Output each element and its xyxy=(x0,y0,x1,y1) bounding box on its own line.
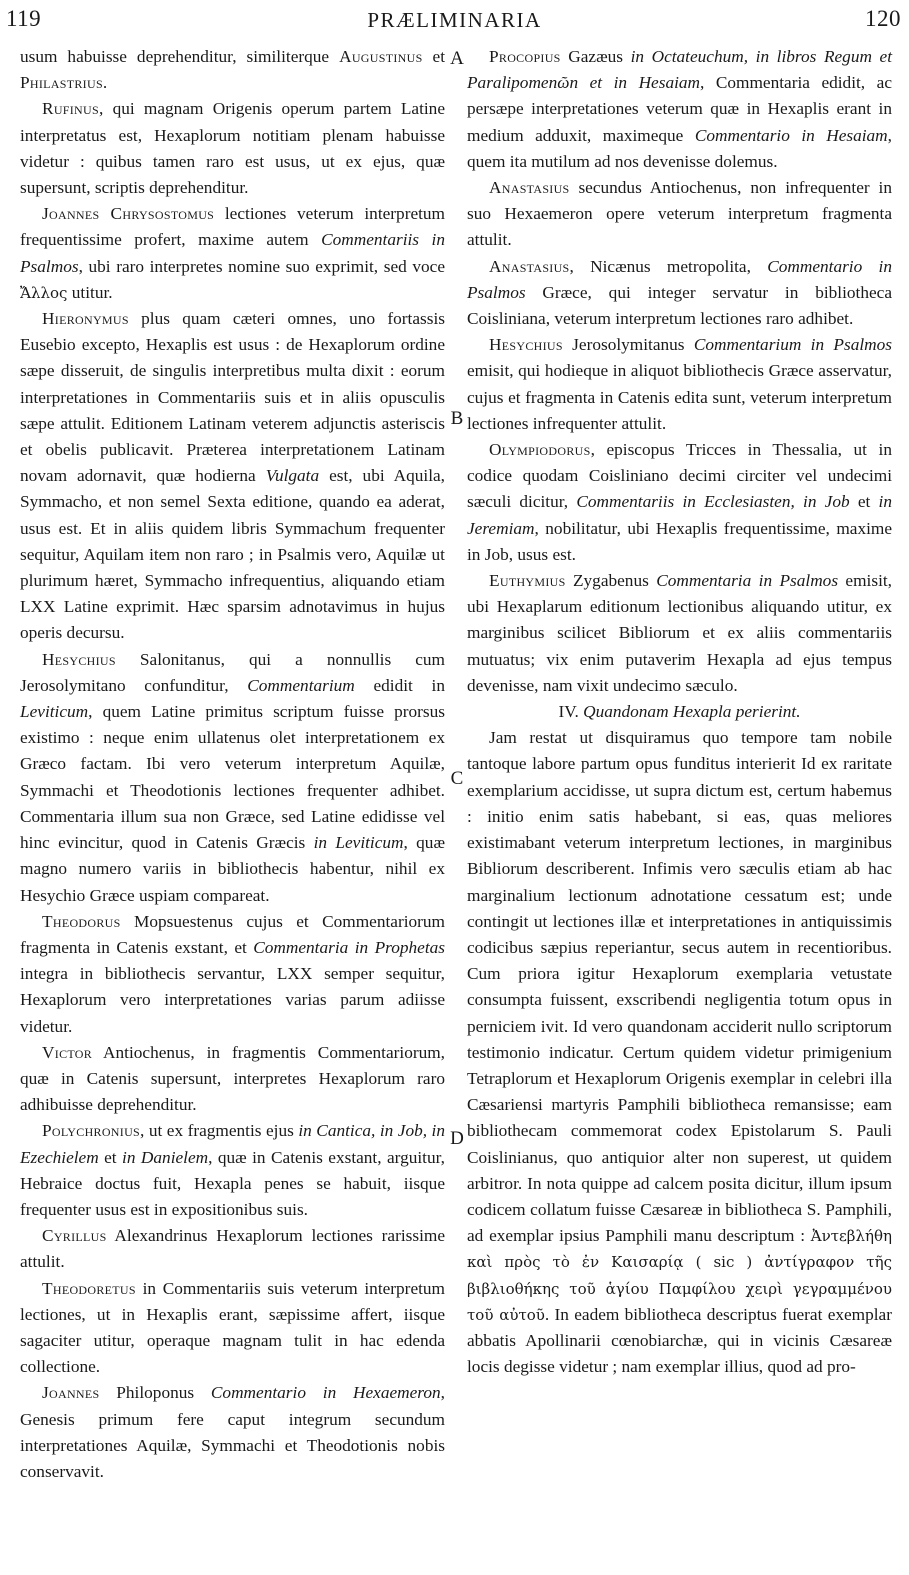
author-name: Joannes Chrysostomus xyxy=(42,204,215,224)
paragraph-continuation: usum habuisse deprehenditur, similiterque Augustinus et Philastrius. xyxy=(20,47,446,93)
author-name: Philastrius xyxy=(20,73,103,93)
author-name: Euthymius xyxy=(489,571,566,591)
author-name: Hesychius xyxy=(42,649,116,669)
paragraph-theodorus: Theodorus Mopsuestenus cujus et Commentariorum fragmenta in Catenis exstant, et Commentaria in Prophetas integra in bibliothecis servantur, LXX semper sequitur, Hexaplorum vero interpretationes varias parum adiisse videtur. xyxy=(20,911,445,1036)
paragraph-philoponus: Joannes Philoponus Commentario in Hexaemeron, Genesis primum fere caput integrum secundum interpretationes Aquilæ, Symmachi et Theodotionis nobis conservavit. xyxy=(20,1383,445,1481)
paragraph-theodoretus: Theodoretus in Commentariis suis veterum interpretum lectiones, ut in Hexaplis erant, sæpissime affert, iisque sagaciter utitur, operaque magnam tulit in hac edenda collectione. xyxy=(20,1278,445,1377)
author-name: Cyrillus xyxy=(42,1226,107,1246)
paragraph-euthymius: Euthymius Zygabenus Commentaria in Psalmos emisit, ubi Hexaplarum editionum lectionibus aliquando utitur, ex marginibus scilicet Bibliorum et ex aliis commentariis mutuatus; vix enim putaverim Hexapla ad ejus tempus devenisse, nam vixit undecimo sæculo. xyxy=(467,571,892,695)
greek-text: Ἄλλος xyxy=(20,283,68,302)
paragraph-anastasius-nicaenus: Anastasius, Nicænus metropolita, Commentario in Psalmos Græce, qui integer servatur in bibliotheca Coisliniana, veterum interpretum lectiones raro adhibet. xyxy=(467,256,892,329)
paragraph-anastasius-antiochenus: Anastasius secundus Antiochenus, non infrequenter in suo Hexaemeron opere veterum interpretum fragmenta attulit. xyxy=(467,178,892,250)
author-name: Rufinus xyxy=(42,99,99,119)
paragraph-hieronymus: Hieronymus plus quam cæteri omnes, uno fortassis Eusebio excepto, Hexaplis est usus : de Hexaplorum ordine sæpe disseruit, de singulis interpretibus multa dixit : eorum interpretationes in Commentariis suis et in aliis opusculis sæpe attulit. Editionem Latinam veterem adjunctis asteriscis et obelis publicavit. Præterea interpretationem Latinam novam adornavit, quæ hodierna Vulgata est, ubi Aquila, Symmacho, et non semel Sexta editione, quando ea aderat, usus est. Et in aliis quidem libris Symmachum frequenter sequitur, Aquilam item non raro ; in Psalmis vero, Aquilæ ut plurimum hæret, Symmacho infrequentius, aliquando etiam LXX Latine exprimit. Hæc sparsim adnotavimus in hujus operis decursu. xyxy=(20,309,445,643)
paragraph-hesychius-jerosolymitanus: Hesychius Jerosolymitanus Commentarium in Psalmos emisit, qui hodieque in aliquot bibliothecis Græce asservatur, cujus et fragmenta in Catenis edita sunt, veterum interpretum lectiones infrequenter attulit. xyxy=(467,335,892,433)
page-number-left: 119 xyxy=(6,6,42,31)
paragraph-procopius: Procopius Gazæus in Octateuchum, in libros Regum et Paralipomenῶn et in Hesaiam, Commentaria edidit, ac persæpe interpretationes veterum quæ in Hexaplis erant in medium adduxit, maximeque Commentario in Hesaiam, quem ita mutilum ad nos devenisse dolemus. xyxy=(467,47,892,171)
author-name: Hieronymus xyxy=(42,309,129,329)
greek-text: Ἀντεβλήθη καὶ πρὸς τὸ ἐν Καισαρίᾳ ( sic ) ἀντίγραφον τῆς βιβλιοθήκης τοῦ ἁγίου Παμφίλου χειρὶ γεγραμμένου τοῦ αὐτοῦ xyxy=(467,1227,892,1324)
paragraph-chrysostomus: Joannes Chrysostomus lectiones veterum interpretum frequentissime profert, maxime autem Commentariis in Psalmos, ubi raro interpretes nomine suo exprimit, sed voce Ἄλλος utitur. xyxy=(20,204,446,302)
author-name: Theodoretus xyxy=(42,1278,136,1298)
section-number: IV. xyxy=(558,702,584,722)
section-heading xyxy=(467,699,892,725)
author-name: Procopius xyxy=(489,47,561,66)
author-name: Anastasius xyxy=(489,256,570,276)
paragraph-olympiodorus: Olympiodorus, episcopus Tricces in Thessalia, ut in codice quodam Coisliniano decimi circiter vel undecimi sæculi dicitur, Commentariis in Ecclesiasten, in Job et in Jeremiam, nobilitatur, ubi Hexaplis frequentissime, maxime in Job, usus est. xyxy=(467,440,892,564)
author-name: Polychronius xyxy=(42,1121,141,1141)
page-header xyxy=(0,0,909,40)
paragraph-polychronius: Polychronius, ut ex fragmentis ejus in Cantica, in Job, in Ezechielem et in Danielem, quæ in Catenis exstant, arguitur, Hebraice doctus fuit, Hexapla penes se habuit, iisque frequenter usus est in expositionibus suis. xyxy=(20,1121,446,1219)
left-column xyxy=(20,44,445,1485)
section-title: Quandonam Hexapla perierint. xyxy=(583,702,801,722)
paragraph-victor: Victor Antiochenus, in fragmentis Commentariorum, quæ in Catenis supersunt, interpretes Hexaplorum raro adhibuisse deprehenditur. xyxy=(20,1042,445,1115)
author-name: Augustinus xyxy=(339,47,423,66)
author-name: Hesychius xyxy=(489,335,563,355)
paragraph-rufinus: Rufinus, qui magnam Origenis operum partem Latine interpretatus est, Hexaplorum notitiam plenam habuisse videtur : quibus tamen raro est usus, ut ex ejus, quæ supersunt, scriptis deprehenditur. xyxy=(20,99,445,198)
paragraph-hesychius-salonitanus: Hesychius Salonitanus, qui a nonnullis cum Jerosolymitano confunditur, Commentarium edidit in Leviticum, quem Latine primitus scriptum fuisse prorsus existimo : neque enim ullatenus olet interpretationem ex Græco factam. Ibi vero veterum interpretum Aquilæ, Symmachi et Theodotionis lectiones frequenter adhibet. Commentaria illum sua non Græce, sed Latine edidisse vel hinc evincitur, quod in Catenis Græcis in Leviticum, quæ magno numero variis in bibliothecis habentur, nihil ex Hesychio Græce uspiam compareat. xyxy=(20,649,445,905)
author-name: Victor xyxy=(42,1042,93,1062)
author-name: Anastasius xyxy=(489,178,570,198)
author-name: Joannes xyxy=(42,1383,100,1403)
running-title: PRÆLIMINARIA xyxy=(367,8,542,32)
page-number-right: 120 xyxy=(865,6,901,31)
margin-letter-c: C xyxy=(450,768,464,789)
author-name: Theodorus xyxy=(42,911,121,931)
right-column xyxy=(467,44,892,1380)
paragraph-quandonam: Jam restat ut disquiramus quo tempore tam nobile tantoque labore partum opus funditus interierit Id ex raritate exemplarium accidisse, ut supra dictum est, certum habemus : initio enim satis habebant, si eas, quas meliores existimabant veterum interpretum lectiones, in marginibus Bibliorum describerent. Infimis vero sæculis etiam ab hac marginalium lectionum adnotatione cessatum est; unde contingit ut lectiones illæ et interpretationes in antiquissimis codicibus sæpius reperiantur, secus autem in recentioribus. Cum priora igitur Hexaplorum exemplaria vetustate consumpta fuissent, exscribendi negligentia totum opus in perniciem ivit. Id vero quandonam acciderit nullo scriptorum testimonio indicatur. Certum quidem videtur primigenium Tetraplorum et Hexaplorum Origenis exemplar in celebri illa Cæsariensi martyris Pamphili bibliotheca remansisse; eam bibliothecam commemorat codex Epistolarum S. Pauli Coislinianus, quo antiquior alter non superest, ut quidem arbitror. In nota quippe ad calcem posita dicitur, illum ipsum codicem collatum fuisse Cæsareæ in bibliotheca S. Pamphili, ad exemplar ipsius Pamphili manu descriptum : Ἀντεβλήθη καὶ πρὸς τὸ ἐν Καισαρίᾳ ( sic ) ἀντίγραφον τῆς βιβλιοθήκης τοῦ ἁγίου Παμφίλου χειρὶ γεγραμμένου τοῦ αὐτοῦ. In eadem bibliotheca descriptus fuerat exemplar abbatis Apollinarii cœnobiarchæ, qui in vicinis Cæsareæ locis degisse videtur ; nam exemplar illius, quod ad pro- xyxy=(467,728,892,1377)
margin-letter-d: D xyxy=(450,1128,464,1149)
paragraph-cyrillus: Cyrillus Alexandrinus Hexaplorum lectiones rarissime attulit. xyxy=(20,1226,445,1272)
author-name: Olympiodorus xyxy=(489,440,591,460)
margin-letter-a: A xyxy=(450,48,464,69)
margin-letter-b: B xyxy=(450,408,464,429)
